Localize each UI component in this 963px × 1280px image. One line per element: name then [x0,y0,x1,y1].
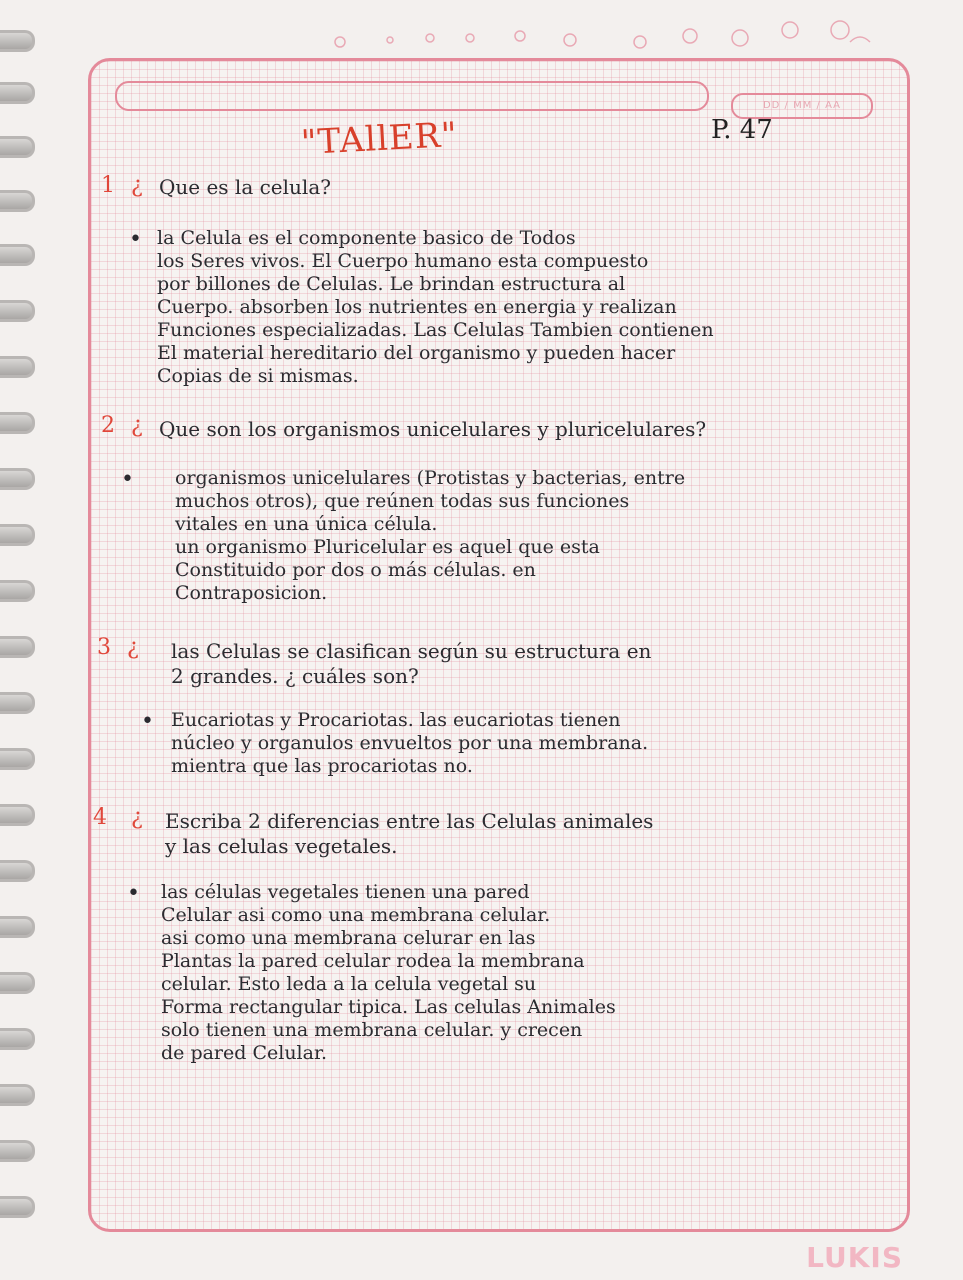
question-text: Que son los organismos unicelulares y pluricelulares? [159,417,707,441]
question-mark: ¿ [131,173,143,198]
notebook-page [88,58,910,1232]
date-box: DD / MM / AA [731,93,873,119]
brand-logo: LUKIS [806,1241,903,1274]
question-mark: ¿ [131,805,143,830]
question-mark: ¿ [127,635,139,660]
question-number: 2 [101,413,115,438]
notebook-spiral [0,20,40,1260]
question-number: 4 [93,805,107,830]
page-title: "TAllER" [300,114,459,164]
page-number: P. 47 [711,115,773,145]
bullet-icon: • [121,467,134,492]
question-text: las Celulas se clasifican según su estructura en 2 grandes. ¿ cuáles son? [171,639,652,688]
question-number: 1 [101,173,115,198]
flower-doodles [320,12,880,56]
bullet-icon: • [129,227,142,252]
answer-2: organismos unicelulares (Protistas y bacterias, entre muchos otros), que reúnen todas sus funciones vitales en una única célula. un organismo Pluricelular es aquel que esta Constituido por dos o más células. en Contraposicion. [175,467,686,604]
bullet-icon: • [141,709,154,734]
answer-4: las células vegetales tienen una pared Celular asi como una membrana celular. asi como una membrana celurar en las Plantas la pared celular rodea la membrana celular. Esto leda a la celula vegetal su Forma rectangular tipica. Las celulas Animales solo tienen una membrana celular. y crecen de pared Celular. [161,881,616,1064]
bullet-icon: • [127,881,140,906]
question-text: Escriba 2 diferencias entre las Celulas animales y las celulas vegetales. [165,809,654,858]
question-number: 3 [97,635,111,660]
question-text: Que es la celula? [159,175,331,199]
answer-1: la Celula es el componente basico de Todos los Seres vivos. El Cuerpo humano esta compuesto por billones de Celulas. Le brindan estructura al Cuerpo. absorben los nutrientes en energia y realizan Funciones especializadas. Las Celulas Tambien contienen El material hereditario del organismo y pueden hacer Copias de si mismas. [157,227,714,387]
title-bar [115,81,709,111]
question-mark: ¿ [131,413,143,438]
answer-3: Eucariotas y Procariotas. las eucariotas tienen núcleo y organulos envueltos por una membrana. mientra que las procariotas no. [171,709,649,777]
